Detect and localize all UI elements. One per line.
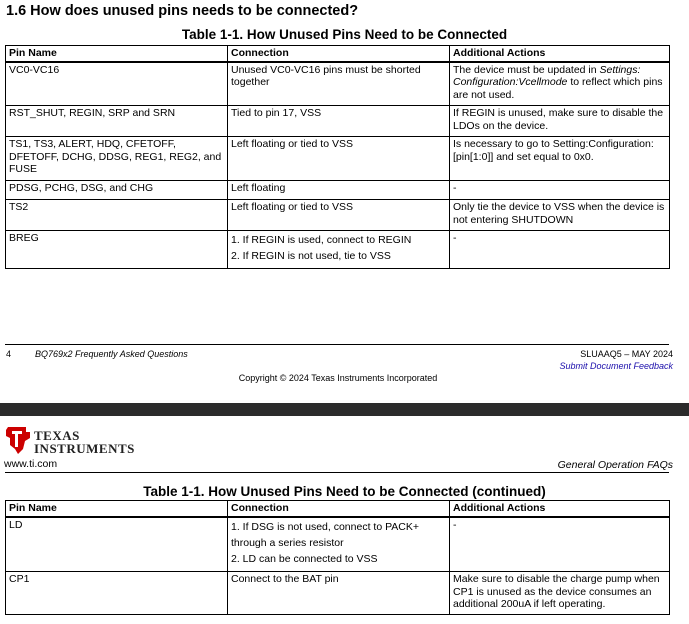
action-cell: If REGIN is unused, make sure to disable the LDOs on the device. — [450, 106, 670, 137]
action-cell — [450, 62, 670, 106]
table-row — [6, 181, 670, 200]
action-cell: Only tie the device to VSS when the device is not entering SHUTDOWN — [450, 200, 670, 231]
connection-cell: Left floating — [228, 181, 450, 200]
table-row — [6, 517, 670, 572]
table-row — [6, 106, 670, 137]
connection-cell — [228, 231, 450, 269]
header-connection: Connection — [228, 501, 450, 517]
action-text: to reflect which pins are not used. — [453, 76, 663, 101]
action-cell: - — [450, 517, 670, 572]
pin-name-cell: TS1, TS3, ALERT, HDQ, CFETOFF, DFETOFF, DCHG, DDSG, REG1, REG2, and FUSE — [6, 137, 228, 181]
submit-feedback-link[interactable]: Submit Document Feedback — [559, 361, 673, 371]
action-text: The device must be updated in — [453, 63, 600, 76]
header-rule — [5, 472, 669, 473]
copyright: Copyright © 2024 Texas Instruments Incorporated — [238, 373, 438, 383]
table-row — [6, 231, 670, 269]
unused-pins-table — [5, 45, 670, 269]
document-id: SLUAAQ5 – MAY 2024 — [580, 349, 673, 359]
connection-cell: Tied to pin 17, VSS — [228, 106, 450, 137]
logo-line-texas: TEXAS — [34, 428, 80, 443]
pin-name-cell: TS2 — [6, 200, 228, 231]
pin-name-cell: BREG — [6, 231, 228, 269]
table-header-row — [6, 46, 670, 62]
section-heading: 1.6 How does unused pins needs to be connected? — [6, 3, 359, 19]
pin-name-cell: RST_SHUT, REGIN, SRP and SRN — [6, 106, 228, 137]
footer-rule — [5, 344, 669, 345]
logo-line-instruments: INSTRUMENTS — [34, 441, 135, 456]
config-path-text: Settings: Configuration:Vcellmode — [453, 63, 641, 88]
action-cell: - — [450, 181, 670, 200]
connection-line: 1. If DSG is not used, connect to PACK+ through a series resistor — [231, 520, 420, 549]
page-divider — [0, 403, 689, 416]
connection-line: 1. If REGIN is used, connect to REGIN — [231, 234, 412, 246]
header-pin-name: Pin Name — [6, 501, 228, 517]
connection-cell: Unused VC0-VC16 pins must be shorted together — [228, 62, 450, 106]
header-additional-actions: Additional Actions — [450, 501, 670, 517]
connection-line: 2. LD can be connected to VSS — [231, 552, 378, 565]
action-cell: Is necessary to go to Setting:Configuration: [pin[1:0]] and set equal to 0x0. — [450, 137, 670, 181]
table-title: Table 1-1. How Unused Pins Need to be Connected — [181, 27, 508, 42]
table-header-row — [6, 501, 670, 517]
table-row — [6, 62, 670, 106]
table-row — [6, 137, 670, 181]
unused-pins-table-continued — [5, 500, 670, 615]
connection-cell: Left floating or tied to VSS — [228, 200, 450, 231]
page-number: 4 — [6, 349, 12, 359]
website: www.ti.com — [4, 458, 58, 470]
header-additional-actions: Additional Actions — [450, 46, 670, 62]
table-row — [6, 572, 670, 615]
connection-cell — [228, 517, 450, 572]
header-connection: Connection — [228, 46, 450, 62]
section-label: General Operation FAQs — [557, 459, 673, 471]
header-pin-name: Pin Name — [6, 46, 228, 62]
connection-cell: Left floating or tied to VSS — [228, 137, 450, 181]
pin-name-cell: VC0-VC16 — [6, 62, 228, 106]
ti-logo-icon — [4, 425, 32, 455]
connection-line: 2. If REGIN is not used, tie to VSS — [231, 250, 391, 262]
action-cell: - — [450, 231, 670, 269]
pin-name-cell: CP1 — [6, 572, 228, 615]
table-title-continued: Table 1-1. How Unused Pins Need to be Connected (continued) — [143, 484, 546, 499]
table-row — [6, 200, 670, 231]
pin-name-cell: LD — [6, 517, 228, 572]
pin-name-cell: PDSG, PCHG, DSG, and CHG — [6, 181, 228, 200]
action-cell: Make sure to disable the charge pump when CP1 is unused as the device consumes an additional 200uA if left operating. — [450, 572, 670, 615]
document-title: BQ769x2 Frequently Asked Questions — [35, 349, 188, 359]
ti-logo — [2, 425, 142, 459]
connection-cell: Connect to the BAT pin — [228, 572, 450, 615]
